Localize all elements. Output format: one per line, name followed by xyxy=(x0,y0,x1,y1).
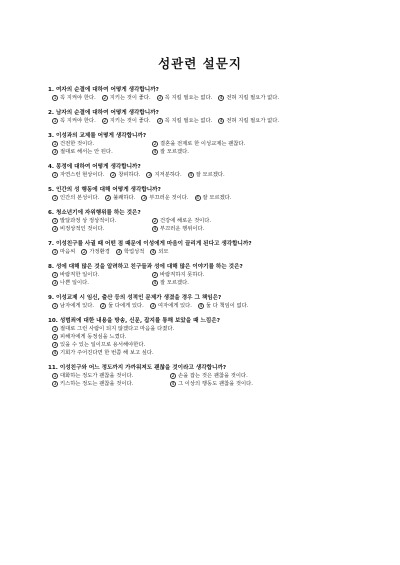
option-label: 대화하는 정도가 괜찮을 것이다. xyxy=(60,373,134,379)
question-item xyxy=(48,109,378,125)
option[interactable] xyxy=(110,171,140,179)
question-text: 10. 성범죄에 대한 내용을 방송, 신문, 잡지를 통해 보았을 때 느낌은? xyxy=(48,318,220,324)
option-number-marker: 2 xyxy=(103,118,107,124)
option-label: 그 이상의 행동도 괜찮을 것이다. xyxy=(178,381,253,387)
option[interactable] xyxy=(81,248,109,256)
option-number-marker: 3 xyxy=(53,342,57,348)
option[interactable] xyxy=(146,171,181,179)
option[interactable] xyxy=(188,171,225,179)
option[interactable] xyxy=(52,140,152,148)
option-label: 건강에 해로운 것이다. xyxy=(160,218,212,224)
option-label: 지키는 것이 좋다. xyxy=(109,95,151,101)
option[interactable] xyxy=(52,148,152,156)
question-item xyxy=(48,86,378,102)
question-item xyxy=(48,132,378,156)
option-number-marker: 4 xyxy=(153,149,157,155)
question-item xyxy=(48,317,378,357)
question-text: 4. 몽정에 대하여 어떻게 생각합니까? xyxy=(48,164,141,170)
option[interactable] xyxy=(52,94,96,102)
question-text: 7. 이성친구를 사귈 때 어떤 점 때문에 이성에게 마음이 끌리게 된다고 생각합니까? xyxy=(48,241,252,247)
option-number-marker: 2 xyxy=(53,334,57,340)
option-number-marker: 3 xyxy=(53,226,57,232)
option-label: 바람직하지 못하다. xyxy=(160,272,205,278)
question-text: 8. 성에 대해 많은 것을 알려하고 친구들과 성에 대해 많은 이야기를 하는 것은? xyxy=(48,264,243,270)
option-number-marker: 1 xyxy=(53,303,57,309)
option[interactable] xyxy=(152,217,252,225)
option-label: 인간의 본성이다. xyxy=(60,195,100,201)
option[interactable] xyxy=(52,372,170,380)
option-number-marker: 1 xyxy=(53,172,57,178)
option[interactable] xyxy=(170,380,288,388)
option-label: 비정상적인 것이다. xyxy=(60,226,105,232)
question-text: 3. 이성과의 교제를 어떻게 생각합니까? xyxy=(48,133,147,139)
option-label: 절대로 해서는 안 된다. xyxy=(60,149,113,155)
question-item xyxy=(48,163,378,179)
option-label: 부끄러운 행위이다. xyxy=(160,226,205,232)
option-label: 창피하다. xyxy=(118,172,141,178)
answer-options xyxy=(48,372,378,388)
option-number-marker: 1 xyxy=(53,373,57,379)
option[interactable] xyxy=(52,349,154,357)
question-text: 2. 남자의 순결에 대하여 어떻게 생각합니까? xyxy=(48,110,159,116)
option-label: 결혼을 전제로 한 이성교제는 괜찮다. xyxy=(160,141,246,147)
option-number-marker: 3 xyxy=(53,149,57,155)
question-item xyxy=(48,240,378,256)
option[interactable] xyxy=(52,341,145,349)
question-text: 1. 여자의 순결에 대하여 어떻게 생각합니까? xyxy=(48,87,159,93)
option[interactable] xyxy=(102,94,151,102)
option-label: 잘 모르겠다. xyxy=(195,172,225,178)
option-number-marker: 2 xyxy=(101,303,105,309)
option-label: 학업성적 xyxy=(123,249,145,255)
option-label: 전혀 지킬 필요가 없다. xyxy=(226,118,280,124)
option[interactable] xyxy=(52,217,152,225)
option[interactable] xyxy=(52,325,174,333)
option-number-marker: 4 xyxy=(219,95,223,101)
option-number-marker: 2 xyxy=(153,272,157,278)
option-number-marker: 1 xyxy=(53,249,57,255)
answer-options xyxy=(48,194,378,202)
option[interactable] xyxy=(100,302,144,310)
option-number-marker: 3 xyxy=(151,303,155,309)
option-number-marker: 3 xyxy=(53,280,57,286)
option-label: 지저분하다. xyxy=(154,172,182,178)
question-item xyxy=(48,209,378,233)
option[interactable] xyxy=(141,194,188,202)
option-number-marker: 4 xyxy=(153,226,157,232)
option-label: 남자에게 있다. xyxy=(60,303,95,309)
option-number-marker: 4 xyxy=(151,249,155,255)
option-label: 꼭 지킬 필요는 없다. xyxy=(164,95,213,101)
option-number-marker: 1 xyxy=(53,326,57,332)
option[interactable] xyxy=(52,171,104,179)
option[interactable] xyxy=(150,302,192,310)
option-number-marker: 3 xyxy=(53,381,57,387)
option-label: 발달과정 상 정상적이다. xyxy=(60,218,117,224)
option-number-marker: 2 xyxy=(106,195,110,201)
option-number-marker: 4 xyxy=(219,118,223,124)
option-label: 꼭 지킬 필요는 없다. xyxy=(164,118,213,124)
option-label: 키스하는 정도는 괜찮을 것이다. xyxy=(60,381,134,387)
option[interactable] xyxy=(102,117,151,125)
option-number-marker: 2 xyxy=(171,373,175,379)
question-text: 6. 청소년기에 자위행위를 하는 것은? xyxy=(48,210,141,216)
option[interactable] xyxy=(218,94,279,102)
option-label: 부끄러운 것이다. xyxy=(149,195,189,201)
option-label: 잘 모르겠다. xyxy=(202,195,232,201)
option-label: 자연스런 현상이다. xyxy=(60,172,105,178)
option-label: 둘 다 책임이 없다. xyxy=(205,303,249,309)
option-number-marker: 4 xyxy=(53,350,57,356)
option-label: 바람직한 일이다. xyxy=(60,272,100,278)
option[interactable] xyxy=(170,372,288,380)
option-label: 마음씨 xyxy=(60,249,76,255)
option-label: 절대로 그런 사람이 되지 않겠다고 마음을 다졌다. xyxy=(60,326,175,332)
option[interactable] xyxy=(52,279,152,287)
question-item xyxy=(48,186,378,202)
option-label: 가정환경 xyxy=(89,249,110,255)
answer-options xyxy=(48,117,378,125)
answer-options xyxy=(48,248,378,256)
option-label: 잘 모르겠다. xyxy=(160,149,189,155)
option-label: 지키는 것이 좋다. xyxy=(109,118,151,124)
option[interactable] xyxy=(195,194,232,202)
option-label: 둘 다에게 있다. xyxy=(108,303,144,309)
option-label: 나쁜 일이다. xyxy=(60,280,89,286)
answer-options xyxy=(48,171,378,179)
option-label: 외모 xyxy=(158,249,169,255)
option-label: 꼭 지켜야 한다. xyxy=(60,118,96,124)
option-label: 기회가 주어진다면 한 번쯤 해 보고 싶다. xyxy=(60,350,154,356)
option[interactable] xyxy=(52,117,96,125)
option-label: 꼭 지켜야 한다. xyxy=(60,95,96,101)
question-text: 11. 이성친구와 어느 정도까지 가까워져도 괜찮을 것이라고 생각합니까? xyxy=(48,365,227,371)
option-number-marker: 4 xyxy=(199,303,203,309)
option-number-marker: 2 xyxy=(153,141,157,147)
option-number-marker: 2 xyxy=(82,249,86,255)
option-label: 있을 수 있는 일이므로 용서해야한다. xyxy=(60,342,146,348)
option-label: 불쾌하다. xyxy=(113,195,136,201)
option-number-marker: 1 xyxy=(53,141,57,147)
option-number-marker: 3 xyxy=(158,95,162,101)
answer-options xyxy=(48,271,378,287)
option[interactable] xyxy=(198,302,249,310)
option[interactable] xyxy=(152,140,252,148)
question-text: 5. 인간의 성 행동에 대해 어떻게 생각합니까? xyxy=(48,187,161,193)
option-number-marker: 3 xyxy=(158,118,162,124)
option-number-marker: 1 xyxy=(53,95,57,101)
option[interactable] xyxy=(152,271,252,279)
option-label: 손을 잡는 것은 괜찮을 것이다. xyxy=(178,373,248,379)
option-number-marker: 2 xyxy=(153,218,157,224)
answer-options xyxy=(48,140,378,156)
option[interactable] xyxy=(152,148,252,156)
option[interactable] xyxy=(52,194,99,202)
option[interactable] xyxy=(152,279,252,287)
option[interactable] xyxy=(152,225,252,233)
option[interactable] xyxy=(52,380,170,388)
option-number-marker: 1 xyxy=(53,218,57,224)
option-number-marker: 1 xyxy=(53,272,57,278)
option-number-marker: 4 xyxy=(189,172,193,178)
option[interactable] xyxy=(150,248,168,256)
option[interactable] xyxy=(52,302,94,310)
option-label: 전혀 지킬 필요가 없다. xyxy=(226,95,280,101)
question-item xyxy=(48,263,378,287)
option-number-marker: 2 xyxy=(103,95,107,101)
option-number-marker: 4 xyxy=(171,381,175,387)
option-number-marker: 1 xyxy=(53,118,57,124)
option-label: 잘 모르겠다. xyxy=(160,280,189,286)
option[interactable] xyxy=(157,117,213,125)
option-number-marker: 3 xyxy=(117,249,121,255)
option-number-marker: 4 xyxy=(196,195,199,201)
option[interactable] xyxy=(52,225,152,233)
option[interactable] xyxy=(52,271,152,279)
question-item xyxy=(48,294,378,310)
answer-options xyxy=(48,325,378,357)
option-label: 피해자에게 동정심을 느꼈다. xyxy=(60,334,127,340)
option-label: 여자에게 있다. xyxy=(157,303,192,309)
question-text: 9. 이성교제 시 임신, 출산 등의 성적인 문제가 생겼을 경우 그 책임은? xyxy=(48,295,222,301)
option[interactable] xyxy=(52,248,75,256)
answer-options xyxy=(48,217,378,233)
answer-options xyxy=(48,302,378,310)
option[interactable] xyxy=(116,248,144,256)
option-number-marker: 3 xyxy=(142,195,146,201)
option-number-marker: 1 xyxy=(53,195,57,201)
option[interactable] xyxy=(157,94,213,102)
answer-options xyxy=(48,94,378,102)
option[interactable] xyxy=(52,333,126,341)
option-number-marker: 4 xyxy=(153,280,157,286)
page-title: 성관련 설문지 xyxy=(158,56,242,71)
question-item xyxy=(48,364,378,388)
survey-question-list xyxy=(48,86,378,395)
option[interactable] xyxy=(218,117,279,125)
option[interactable] xyxy=(105,194,135,202)
option-label: 건전한 것이다. xyxy=(60,141,95,147)
option-number-marker: 2 xyxy=(111,172,115,178)
option-number-marker: 3 xyxy=(148,172,151,178)
